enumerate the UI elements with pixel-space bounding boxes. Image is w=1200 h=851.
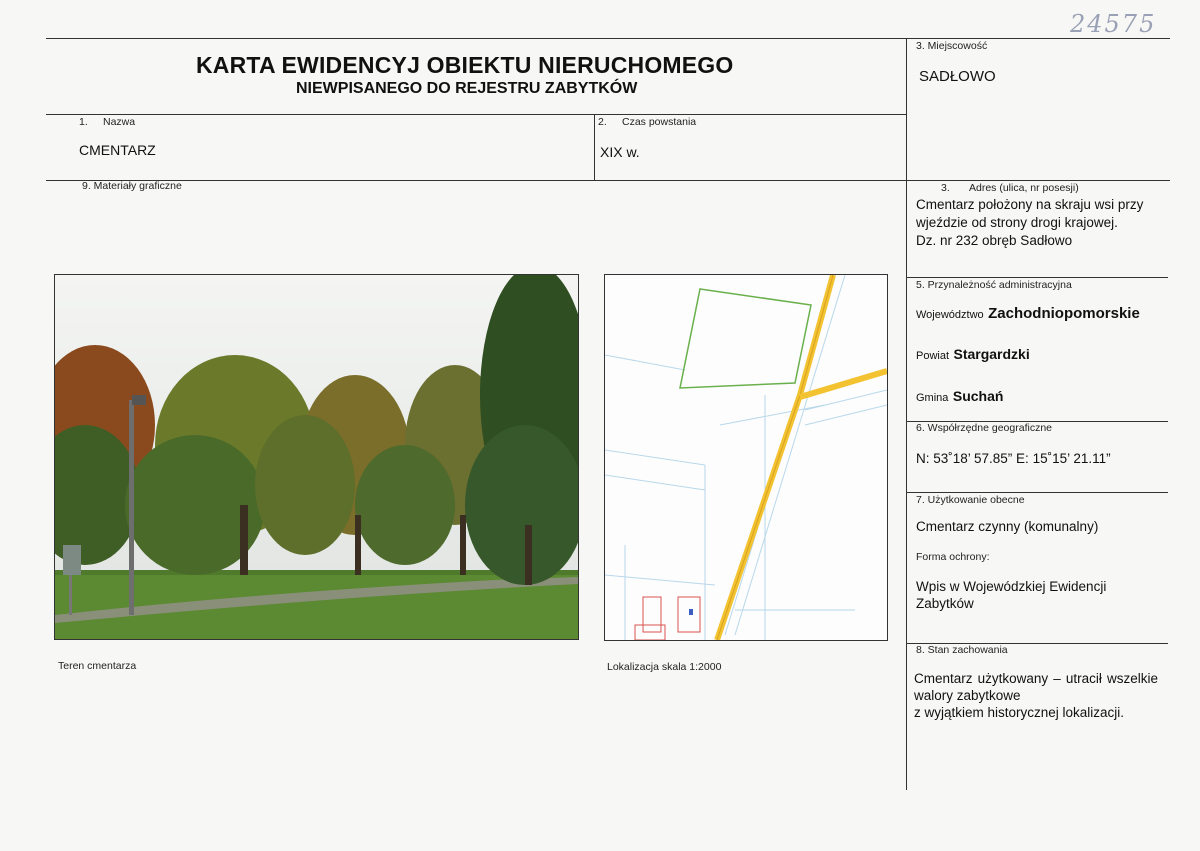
gmina-row	[916, 388, 1003, 406]
wspolrzedne-label: 6. Współrzędne geograficzne	[916, 422, 1052, 434]
forma-line-1: Wpis w Wojewódzkiej Ewidencji	[916, 579, 1107, 594]
gmina-value: Suchań	[952, 388, 1004, 404]
czas-value: XIX w.	[600, 144, 640, 160]
cemetery-photo	[54, 274, 579, 640]
powiat-value: Stargardzki	[953, 346, 1030, 362]
location-map-drawing	[605, 275, 887, 640]
handwritten-number: 24575	[1070, 10, 1157, 38]
adres-line-1: Cmentarz położony na skraju wsi przy	[916, 197, 1144, 212]
przynaleznosc-label: 5. Przynależność administracyjna	[916, 279, 1072, 291]
forma-ochrony-label: Forma ochrony:	[916, 551, 990, 563]
location-map	[604, 274, 888, 641]
wojewodztwo-prefix: Województwo	[916, 309, 984, 321]
wojewodztwo-value: Zachodniopomorskie	[988, 305, 1140, 322]
stan-value	[914, 670, 1158, 721]
nazwa-number: 1.	[79, 116, 88, 128]
miejscowosc-label: 3. Miejscowość	[916, 40, 988, 52]
powiat-row	[916, 346, 1030, 364]
wspolrzedne-value: N: 53˚18’ 57.85” E: 15˚15’ 21.11”	[916, 451, 1111, 466]
stan-line-2: z wyjątkiem historycznej lokalizacji.	[914, 705, 1125, 720]
cemetery-photo-drawing	[55, 275, 578, 639]
powiat-prefix: Powiat	[916, 350, 950, 362]
adres-line-3: Dz. nr 232 obręb Sadłowo	[916, 233, 1073, 248]
forma-ochrony-value	[916, 578, 1106, 612]
map-caption: Lokalizacja skala 1:2000	[607, 661, 722, 673]
header-divider-line	[46, 114, 906, 115]
card-title: KARTA EWIDENCYJ OBIEKTU NIERUCHOMEGO	[196, 52, 734, 78]
adres-label: Adres (ulica, nr posesji)	[969, 182, 1079, 194]
name-date-divider	[594, 114, 595, 180]
wojewodztwo-row	[916, 305, 1140, 323]
nazwa-label: Nazwa	[103, 116, 136, 128]
adres-number: 3.	[941, 182, 950, 194]
name-row-divider-line	[46, 180, 1170, 181]
top-border-line	[46, 38, 1170, 39]
nazwa-value: CMENTARZ	[79, 142, 156, 158]
uzytkowanie-label: 7. Użytkowanie obecne	[916, 494, 1025, 506]
right-column-divider	[906, 38, 907, 790]
stan-label: 8. Stan zachowania	[916, 644, 1008, 656]
czas-number: 2.	[598, 116, 607, 128]
materialy-label: 9. Materiały graficzne	[82, 180, 182, 192]
section7-top-line	[906, 492, 1168, 493]
uzytkowanie-value: Cmentarz czynny (komunalny)	[916, 519, 1099, 534]
adres-line-2: wjeździe od strony drogi krajowej.	[916, 215, 1118, 230]
czas-label: Czas powstania	[622, 116, 697, 128]
forma-line-2: Zabytków	[916, 596, 974, 611]
miejscowosc-value: SADŁOWO	[919, 68, 996, 85]
card-subtitle: NIEWPISANEGO DO REJESTRU ZABYTKÓW	[296, 80, 638, 97]
stan-line-1: Cmentarz użytkowany – utracił wszelkie walory zabytkowe	[914, 671, 1158, 703]
photo-caption: Teren cmentarza	[58, 660, 137, 672]
section5-top-line	[906, 277, 1168, 278]
adres-value	[916, 196, 1143, 250]
gmina-prefix: Gmina	[916, 392, 949, 404]
